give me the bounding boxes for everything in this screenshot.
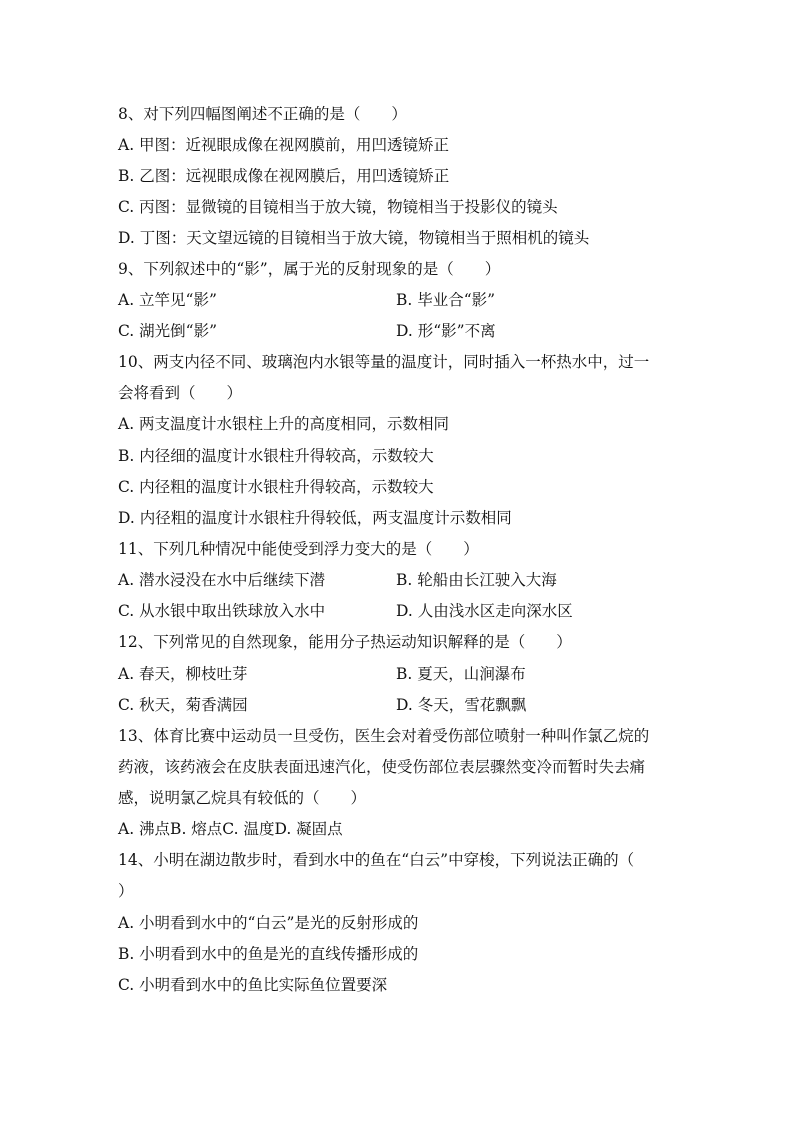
q10-option-c: C. 内径粗的温度计水银柱升得较高，示数较大 [118, 478, 434, 496]
q11-options-row-2 [118, 601, 678, 621]
q8-option-c: C. 丙图：显微镜的目镜相当于放大镜，物镜相当于投影仪的镜头 [118, 198, 558, 216]
q13-options: A. 沸点B. 熔点C. 温度D. 凝固点 [118, 820, 343, 838]
q9-options-row-2 [118, 321, 678, 341]
q8-stem: 8、对下列四幅图阐述不正确的是（ ） [118, 105, 407, 123]
q10-option-d: D. 内径粗的温度计水银柱升得较低，两支温度计示数相同 [118, 509, 512, 527]
q14-stem-line-1: 14、小明在湖边散步时，看到水中的鱼在“白云”中穿梭，下列说法正确的（ [118, 851, 635, 869]
q11-option-a: A. 潜水浸没在水中后继续下潜 [118, 571, 326, 589]
q13-stem-line-2: 药液，该药液会在皮肤表面迅速汽化，使受伤部位表层骤然变冷而暂时失去痛 [118, 758, 646, 776]
q11-option-c: C. 从水银中取出铁球放入水中 [118, 602, 326, 620]
q14-option-c: C. 小明看到水中的鱼比实际鱼位置要深 [118, 976, 388, 994]
q11-option-b: B. 轮船由长江驶入大海 [396, 571, 557, 589]
q13-stem-line-3: 感，说明氯乙烷具有较低的（ ） [118, 789, 367, 807]
q14-option-a: A. 小明看到水中的“白云”是光的反射形成的 [118, 914, 419, 932]
q12-options-row-2 [118, 695, 678, 715]
q8-option-b: B. 乙图：远视眼成像在视网膜后，用凹透镜矫正 [118, 167, 450, 185]
q12-option-d: D. 冬天，雪花飘飘 [396, 696, 527, 714]
q10-stem-line-2: 会将看到（ ） [118, 384, 243, 402]
q9-option-a: A. 立竿见“影” [118, 291, 217, 309]
q12-option-a: A. 春天，柳枝吐芽 [118, 665, 248, 683]
q10-stem-line-1: 10、两支内径不同、玻璃泡内水银等量的温度计，同时插入一杯热水中，过一 [118, 353, 650, 371]
q12-option-b: B. 夏天，山涧瀑布 [396, 665, 526, 683]
q9-option-c: C. 湖光倒“影” [118, 322, 218, 340]
q12-option-c: C. 秋天，菊香满园 [118, 696, 248, 714]
q9-option-d: D. 形“影”不离 [396, 322, 496, 340]
q13-stem-line-1: 13、体育比赛中运动员一旦受伤，医生会对着受伤部位喷射一种叫作氯乙烷的 [118, 727, 650, 745]
q8-option-a: A. 甲图：近视眼成像在视网膜前，用凹透镜矫正 [118, 136, 450, 154]
q10-option-a: A. 两支温度计水银柱上升的高度相同，示数相同 [118, 415, 450, 433]
q9-option-b: B. 毕业合“影” [396, 291, 496, 309]
q11-option-d: D. 人由浅水区走向深水区 [396, 602, 573, 620]
q14-stem-line-2: ） [118, 882, 134, 900]
q9-options-row-1 [118, 290, 678, 310]
q12-stem: 12、下列常见的自然现象，能用分子热运动知识解释的是（ ） [118, 633, 572, 651]
q8-option-d: D. 丁图：天文望远镜的目镜相当于放大镜，物镜相当于照相机的镜头 [118, 229, 590, 247]
q10-option-b: B. 内径细的温度计水银柱升得较高，示数较大 [118, 447, 434, 465]
q14-option-b: B. 小明看到水中的鱼是光的直线传播形成的 [118, 945, 419, 963]
q9-stem: 9、下列叙述中的“影”，属于光的反射现象的是（ ） [118, 260, 501, 278]
q12-options-row-1 [118, 664, 678, 684]
q11-stem: 11、下列几种情况中能使受到浮力变大的是（ ） [118, 540, 479, 558]
q11-options-row-1 [118, 570, 678, 590]
